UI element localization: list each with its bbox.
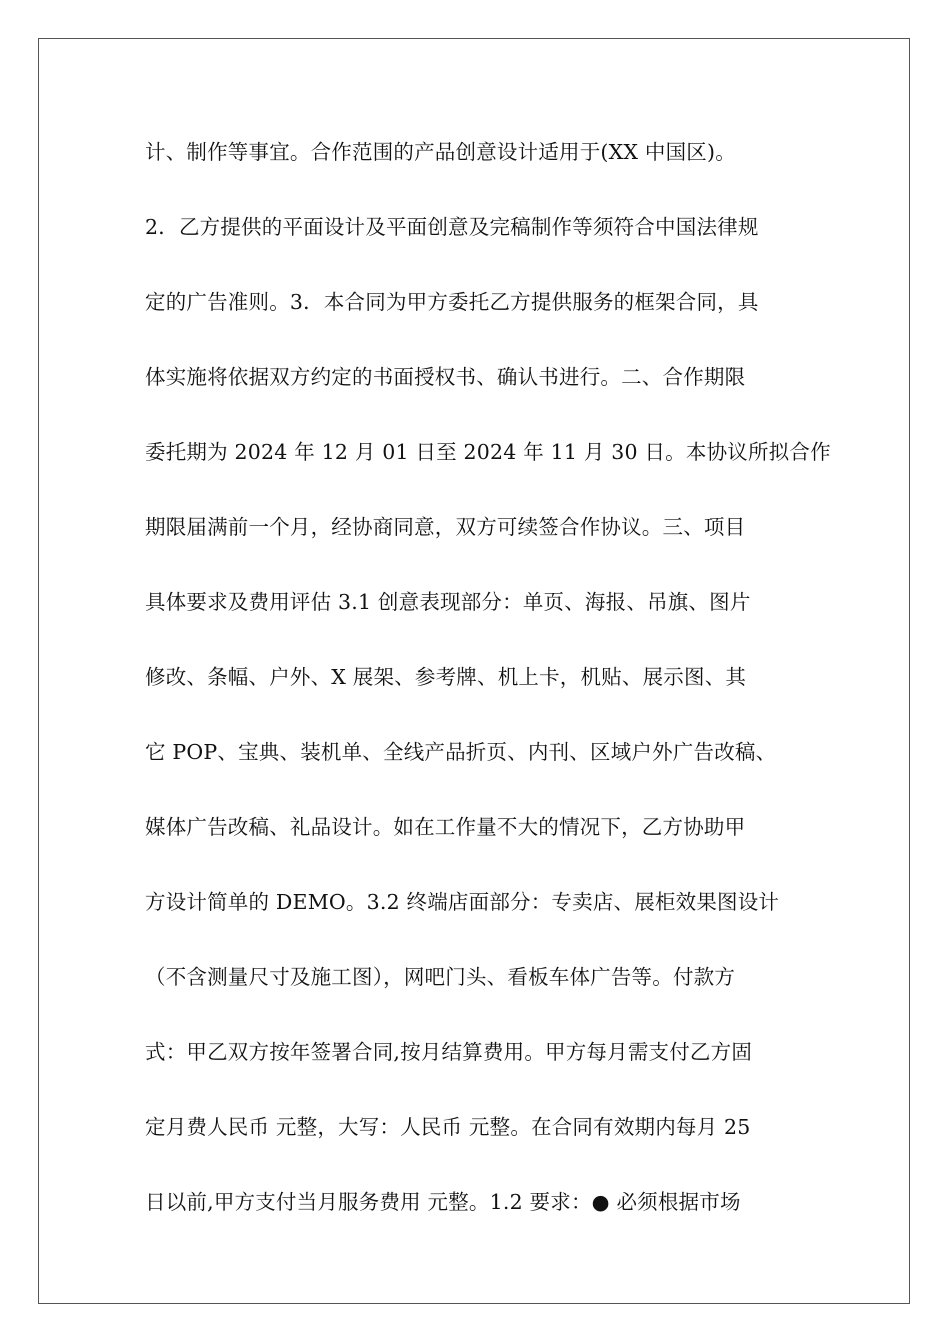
text-line: 式：甲乙双方按年签署合同,按月结算费用。甲方每月需支付乙方固 [145, 1040, 753, 1064]
text-line: （不含测量尺寸及施工图），网吧门头、看板车体广告等。付款方 [145, 965, 736, 989]
text-line: 定的广告准则。3．本合同为甲方委托乙方提供服务的框架合同，具 [145, 290, 759, 314]
text-line: 日以前,甲方支付当月服务费用 元整。1.2 要求：● 必须根据市场 [145, 1190, 741, 1214]
document-body [145, 134, 831, 1259]
text-line: 修改、条幅、户外、X 展架、参考牌、机上卡，机贴、展示图、其 [145, 665, 747, 689]
text-line: 方设计简单的 DEMO。3.2 终端店面部分：专卖店、展柜效果图设计 [145, 890, 780, 914]
text-line: 定月费人民币 元整，大写：人民币 元整。在合同有效期内每月 25 [145, 1115, 751, 1139]
text-line: 体实施将依据双方约定的书面授权书、确认书进行。二、合作期限 [145, 365, 746, 389]
text-line: 计、制作等事宜。合作范围的产品创意设计适用于(XX 中国区)。 [145, 140, 736, 164]
text-line: 期限届满前一个月，经协商同意，双方可续签合作协议。三、项目 [145, 515, 746, 539]
text-line: 它 POP、宝典、装机单、全线产品折页、内刊、区域户外广告改稿、 [145, 740, 777, 764]
text-line: 具体要求及费用评估 3.1 创意表现部分：单页、海报、吊旗、图片 [145, 590, 751, 614]
text-line: 2．乙方提供的平面设计及平面创意及完稿制作等须符合中国法律规 [145, 215, 759, 239]
text-line: 媒体广告改稿、礼品设计。如在工作量不大的情况下，乙方协助甲 [145, 815, 746, 839]
text-line: 委托期为 2024 年 12 月 01 日至 2024 年 11 月 30 日。本协议所拟合作 [145, 440, 831, 464]
